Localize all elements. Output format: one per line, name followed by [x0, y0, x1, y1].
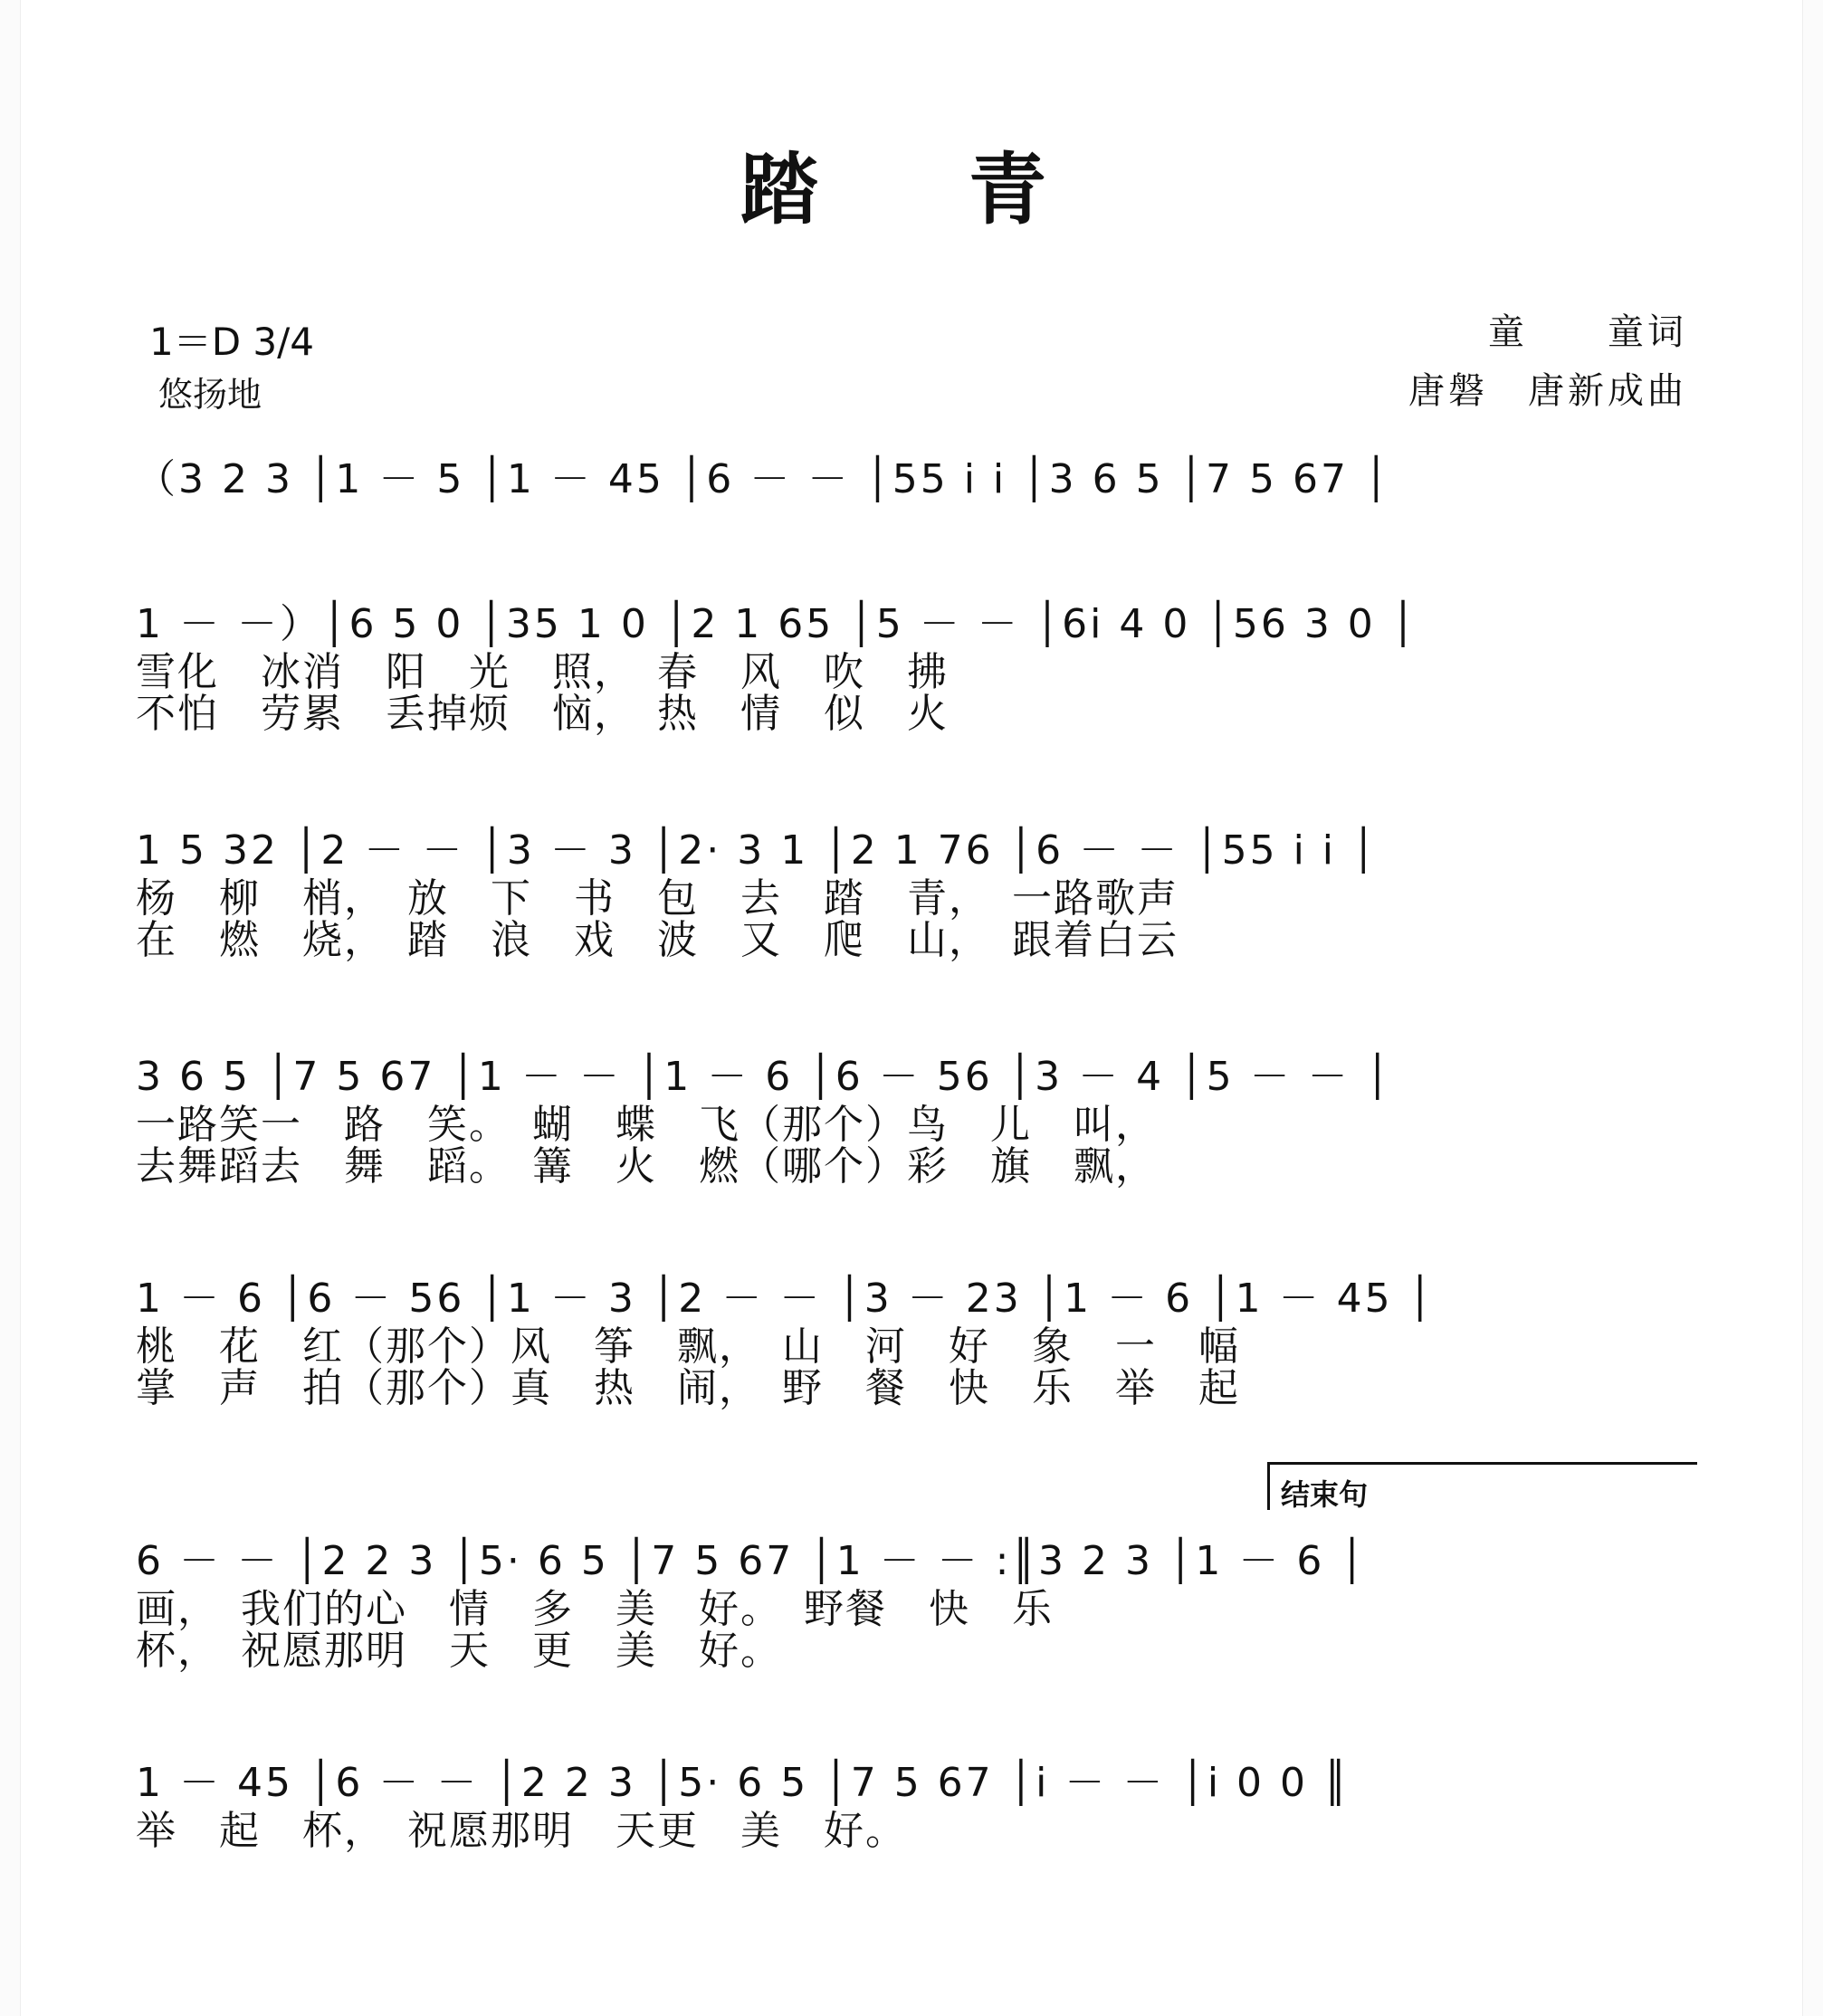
score-system-4: [136, 1050, 1693, 1188]
left-margin-strip: [0, 0, 21, 2016]
lyricist-credit: 童 童词: [1488, 311, 1687, 353]
lyric-verse-1: 雪化 冰消 阳 光 照， 春 风 吹 拂: [136, 649, 949, 695]
lyric-verse-1: 桃 花 红（那个）风 筝 飘， 山 河 好 象 一 幅: [136, 1323, 1240, 1370]
tempo-marking: 悠扬地: [158, 375, 262, 415]
score-system-3: [136, 824, 1693, 961]
lyric-verse-1: 画， 我们的心 情 多 美 好。 野餐 快 乐: [136, 1586, 1054, 1632]
score-system-2: [136, 597, 1693, 735]
lyric-verse-1: 一路笑一 路 笑。 蝴 蝶 飞（那个）鸟 儿 叫，: [136, 1102, 1157, 1148]
lyric-verse-1: 杨 柳 梢， 放 下 书 包 去 踏 青， 一路歌声: [136, 875, 1179, 922]
song-title: 踏 青: [740, 144, 1083, 235]
lyric-verse-2: 不怕 劳累 丢掉烦 恼， 热 情 似 火: [136, 691, 949, 737]
notation-line: 1 － 6 │6 － 56 │1 － 3 │2 － － │3 － 23 │1 － 6 │1 － 45 │: [136, 1276, 1436, 1322]
lyric-verse-2: 去舞蹈去 舞 蹈。 篝 火 燃（哪个）彩 旗 飘，: [136, 1143, 1157, 1190]
notation-line: 1 － 45 │6 － － │2 2 3 │5· 6 5 │7 5 67 │i － － │i 0 0 ║: [136, 1760, 1351, 1806]
notation-line: 1 － －）│6 5 0 │35 1 0 │2 1 65 │5 － － │6i 4 0 │56 3 0 │: [136, 601, 1418, 647]
notation-line: 3 6 5 │7 5 67 │1 － － │1 － 6 │6 － 56 │3 － 4 │5 － － │: [136, 1054, 1393, 1100]
score-system-7: [136, 1756, 1693, 1852]
score-system-1: [136, 453, 1693, 507]
composer-credit: 唐磐 唐新成曲: [1408, 370, 1687, 412]
notation-line: 6 － － │2 2 3 │5· 6 5 │7 5 67 │1 － － :║3 2 3 │1 － 6 │: [136, 1538, 1367, 1584]
notation-line: 1 5 32 │2 － － │3 － 3 │2· 3 1 │2 1 76 │6 － － │55 i i │: [136, 827, 1379, 874]
score-system-5: [136, 1272, 1693, 1409]
score-system-6: [136, 1534, 1693, 1672]
lyric-verse-2: 掌 声 拍（那个）真 热 闹， 野 餐 快 乐 举 起: [136, 1365, 1240, 1411]
ending-section-label: 结束句: [1267, 1462, 1697, 1510]
right-margin-strip: [1802, 0, 1823, 2016]
notation-line: （3 2 3 │1 － 5 │1 － 45 │6 － － │55 i i │3 6 5 │7 5 67 │: [136, 456, 1391, 502]
key-signature: 1＝D 3/4: [149, 320, 315, 364]
lyric-verse-2: 在 燃 烧， 踏 浪 戏 波 又 爬 山， 跟着白云: [136, 917, 1179, 963]
lyric-verse-2: 杯， 祝愿那明 天 更 美 好。: [136, 1628, 782, 1674]
lyric-verse-1: 举 起 杯， 祝愿那明 天更 美 好。: [136, 1808, 907, 1854]
